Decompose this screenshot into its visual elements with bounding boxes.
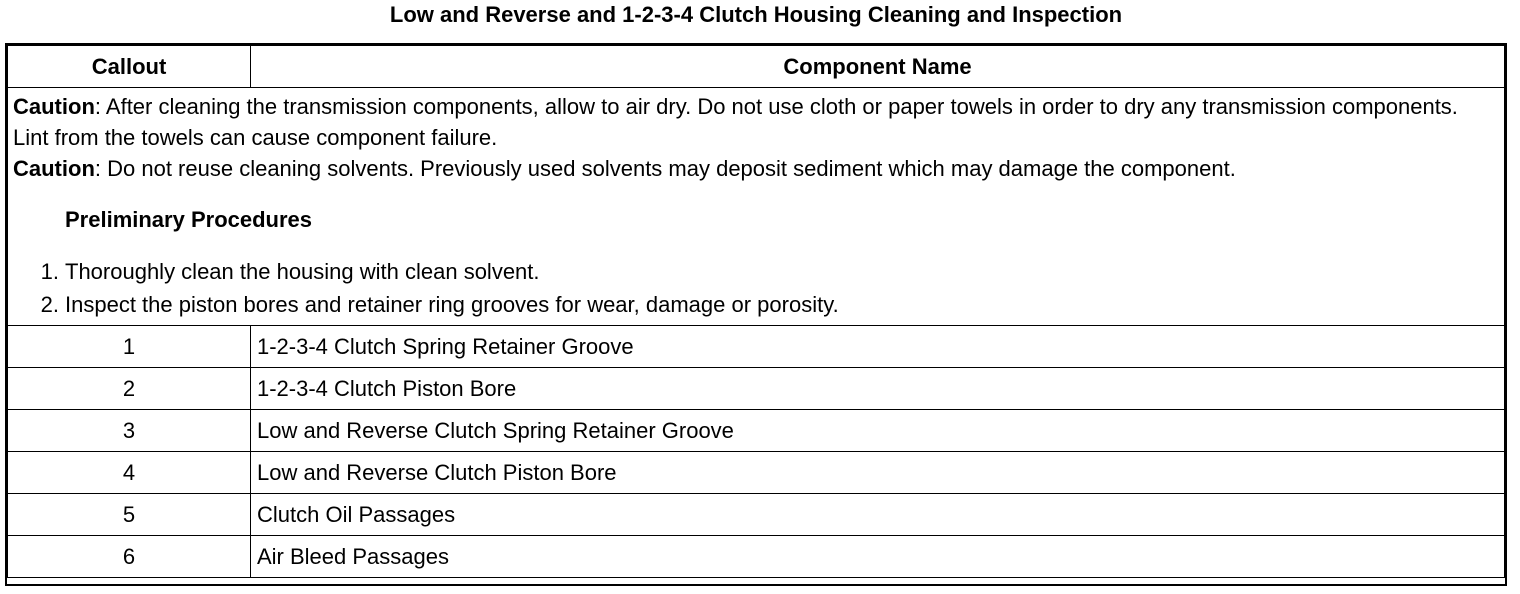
caution-text: : Do not reuse cleaning solvents. Previously used solvents may deposit sediment which may damage the component.: [94, 156, 1236, 181]
callout-cell: 2: [8, 368, 251, 410]
caution-label: Caution: [13, 94, 95, 119]
caution-note-1: [13, 91, 1498, 153]
table-header-row: [8, 46, 1505, 88]
caution-text: : After cleaning the transmission components, allow to air dry. Do not use cloth or paper towels in order to dry any transmission components. Lint from the towels can cause component failure.: [13, 94, 1458, 150]
preliminary-procedures-heading: Preliminary Procedures: [65, 207, 313, 232]
component-table-frame: [5, 43, 1507, 586]
callout-cell: 1: [8, 326, 251, 368]
component-name-cell: Clutch Oil Passages: [251, 494, 1505, 536]
procedure-step: [13, 288, 1498, 321]
table-row: [8, 494, 1505, 536]
page-title: Low and Reverse and 1-2-3-4 Clutch Housing Cleaning and Inspection: [389, 2, 1123, 27]
caution-label: Caution: [13, 156, 95, 181]
step-text: Inspect the piston bores and retainer ring grooves for wear, damage or porosity.: [65, 292, 839, 317]
component-name-column-header: Component Name: [251, 46, 1505, 88]
table-row: [8, 326, 1505, 368]
procedure-steps: [13, 255, 1498, 321]
callout-cell: 5: [8, 494, 251, 536]
component-name-cell: 1-2-3-4 Clutch Piston Bore: [251, 368, 1505, 410]
component-name-cell: 1-2-3-4 Clutch Spring Retainer Groove: [251, 326, 1505, 368]
notes-row: [8, 88, 1505, 326]
procedure-step: [13, 255, 1498, 288]
table-row: [8, 410, 1505, 452]
notes-cell: [8, 88, 1505, 326]
callout-cell: 3: [8, 410, 251, 452]
callout-cell: 6: [8, 536, 251, 578]
component-name-cell: Low and Reverse Clutch Piston Bore: [251, 452, 1505, 494]
callout-cell: 4: [8, 452, 251, 494]
step-number: 1.: [40, 259, 59, 284]
table-row: [8, 536, 1505, 578]
caution-note-2: [13, 153, 1498, 184]
step-text: Thoroughly clean the housing with clean solvent.: [65, 259, 540, 284]
component-name-cell: Air Bleed Passages: [251, 536, 1505, 578]
table-row: [8, 368, 1505, 410]
component-table: [7, 45, 1505, 578]
step-number: 2.: [40, 292, 59, 317]
callout-column-header: Callout: [8, 46, 251, 88]
table-row: [8, 452, 1505, 494]
component-name-cell: Low and Reverse Clutch Spring Retainer Groove: [251, 410, 1505, 452]
